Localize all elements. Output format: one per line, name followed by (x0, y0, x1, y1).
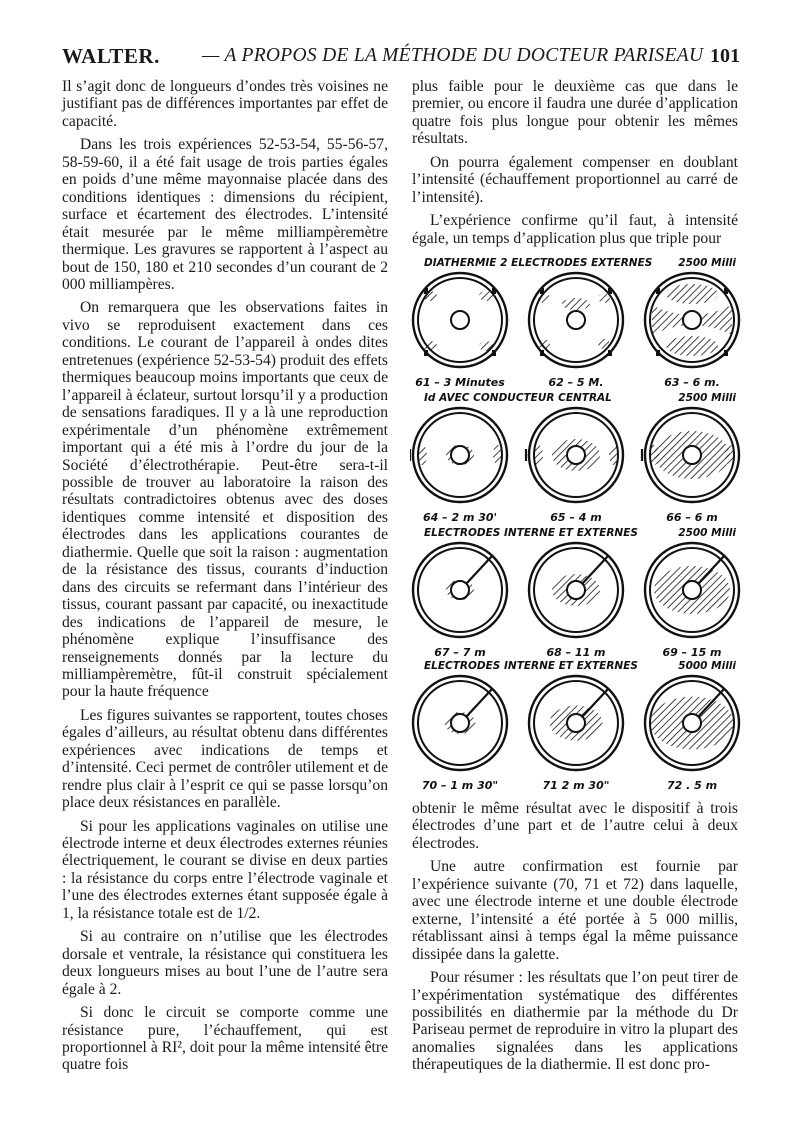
electrode-tab (656, 288, 660, 294)
electrode-tab (608, 350, 612, 356)
heat-zone (417, 445, 427, 465)
heat-zone (538, 293, 550, 303)
central-electrode (567, 446, 585, 464)
figure-row-current: 5000 Milli (678, 660, 736, 672)
electrode-tab (724, 350, 728, 356)
electrode-tab (540, 350, 544, 356)
experiment-diagram (529, 543, 623, 637)
electrode-lead (466, 689, 492, 717)
diagram-label: 67 – 7 m (434, 646, 486, 659)
figure-row-current: 2500 Milli (678, 527, 736, 539)
heat-zone (666, 284, 718, 304)
heat-zone (649, 445, 659, 465)
central-electrode (451, 311, 469, 329)
header-title: — A PROPOS DE LA MÉTHODE DU DOCTEUR PARISEAU (202, 45, 704, 66)
electrode-tab (608, 288, 612, 294)
right-column-bottom (412, 800, 738, 1080)
diagram-label: 61 – 3 Minutes (415, 376, 505, 389)
diagram-label: 72 . 5 m (666, 779, 718, 792)
left-column (62, 78, 388, 1080)
experiment-diagram (413, 543, 507, 637)
heat-zone (479, 341, 493, 351)
electrode-tab (424, 288, 428, 294)
heat-zone (609, 445, 619, 465)
heat-zone (598, 293, 610, 303)
electrode-lead (582, 556, 608, 584)
experiment-diagram (410, 408, 507, 502)
diagram-label: 63 – 6 m. (664, 376, 720, 389)
diagram-label: 66 – 6 m (666, 511, 718, 524)
paragraph: Si donc le circuit se comporte comme une résistance pure, l’échauffement, qui est proportionnel à RI², doit pour la même intensité être quatre fois (62, 1004, 388, 1074)
paragraph: Les figures suivantes se rapportent, toutes choses égales d’ailleurs, au résultat obtenu dans différentes expériences avec indications de temps et d’intensité. Ceci permet de contrôler utilement et de rendre plus clair à l’esprit ce qui se passe lorsqu’on place deux résistances en parallèle. (62, 706, 388, 812)
heat-zone (725, 445, 735, 465)
heat-zone (533, 445, 543, 465)
experiment-diagram (645, 273, 739, 367)
paragraph: Si pour les applications vaginales on utilise une électrode interne et deux électrodes externes réunies électriquement, le courant se divise en deux parties : la résistance du corps entre l’électrode vaginale et l’une des électrodes externes étant supposée égale à 1, la résistance totale est de 1/2. (62, 817, 388, 922)
figure-drawing (410, 250, 742, 795)
heat-zone (493, 445, 503, 465)
paragraph: Pour résumer : les résultats que l’on peut tirer de l’expérimentation systématique des différentes possibilités en diathermie par la méthode du Dr Pariseau permet de reproduire in vitro la plupart des anomalies signalées dans les applications thérapeutiques de la diathermie. Il est donc pro- (412, 969, 738, 1074)
experiment-diagram (526, 408, 623, 502)
paragraph: Dans les trois expériences 52-53-54, 55-56-57, 58-59-60, il a été fait usage de trois parties égales en poids d’une même mayonnaise placée dans des conditions identiques : dimensions du récipient, surface et écartement des électrodes. L’intensité était mesurée par le même milliampèremètre thermique. Les gravures se rapportent à l’aspect au bout de 150, 180 et 210 secondes d’un courant de 2 000 milliampères. (62, 136, 388, 293)
electrode-tab (540, 288, 544, 294)
right-column-top (412, 78, 738, 253)
experiment-figure (410, 250, 742, 795)
paragraph: obtenir le même résultat avec le dispositif à trois électrodes d’une part et de l’autre celui à deux électrodes. (412, 800, 738, 852)
heat-zone (598, 339, 610, 349)
experiment-diagram (413, 676, 507, 770)
heat-zone (666, 336, 718, 356)
page-number: 101 (710, 45, 740, 67)
paragraph: On pourra également compenser en doublant l’intensité (échauffement proportionnel au carré de l’intensité). (412, 153, 738, 206)
header-author: WALTER. (62, 44, 160, 68)
electrode-tab (724, 288, 728, 294)
experiment-diagram (529, 273, 623, 367)
experiment-diagram (645, 543, 739, 637)
figure-row-current: 2500 Milli (678, 392, 736, 404)
heat-zone (562, 298, 590, 310)
diagram-label: 62 – 5 M. (548, 376, 604, 389)
experiment-diagram (413, 273, 507, 367)
heat-zone (479, 291, 493, 301)
diagram-label: 71 2 m 30" (542, 779, 610, 792)
experiment-diagram (642, 408, 739, 502)
paragraph: On remarquera que les observations faites in vivo se reproduisent exactement dans ces conditions. Le courant de l’appareil à ondes dites entretenues (expérience 52-53-54) produit des effets thermiques beaucoup moins importants que ceux de l’appareil à éclateur, surtout lorsqu’il y a production de sensations faradiques. Il y a là une reproduction expérimentale d’un phénomène extrêmement important qui a été mis à l’ordre du jour de la Société d’électrothérapie. Peut-être sera-t-il possible de trouver au laboratoire la raison des résultats contradictoires obtenus avec des doses identiques comme intensité et disposition des électrodes dans les applications courantes de diathermie. Quelle que soit la raison : augmentation de la résistance des tissus, courants d’induction dans des circuits se refermant dans l’intérieur des tissus, courant passant par capacité, ou inexactitude des indications de l’appareil de mesure, le phénomène explique l’insuffisance des renseignements donnés par la lecture du milliampèremètre, fût-il construit spécialement pour la haute fréquence (62, 299, 388, 701)
paragraph: L’expérience confirme qu’il faut, à intensité égale, un temps d’application plus que triple pour (412, 212, 738, 247)
central-electrode (683, 446, 701, 464)
electrode-tab (492, 350, 496, 356)
figure-row-title: ELECTRODES INTERNE ET EXTERNES (424, 527, 638, 539)
diagram-label: 69 – 15 m (662, 646, 722, 659)
electrode-tab (424, 350, 428, 356)
heat-zone (423, 341, 437, 351)
figure-row-current: 2500 Milli (678, 257, 736, 269)
figure-row-title: DIATHERMIE 2 ELECTRODES EXTERNES (424, 257, 653, 269)
electrode-tab (656, 350, 660, 356)
paragraph: plus faible pour le deuxième cas que dans le premier, ou encore il faudra une durée d’application quatre fois plus longue pour obtenir les mêmes résultats. (412, 78, 738, 148)
central-electrode (451, 446, 469, 464)
experiment-diagram (645, 676, 739, 770)
page-header (62, 44, 740, 72)
paragraph: Une autre confirmation est fournie par l’expérience suivante (70, 71 et 72) dans laquelle, avec une électrode interne et une double électrode externe, l’intensité a été portée à 5 000 millis, rétablissant ainsi à temps égal la même puissance dissipée dans la galette. (412, 858, 738, 963)
diagram-label: 70 – 1 m 30" (421, 779, 499, 792)
electrode-lead (466, 556, 492, 584)
diagram-label: 65 – 4 m (550, 511, 602, 524)
paragraph: Si au contraire on n’utilise que les électrodes dorsale et ventrale, la résistance qui constituera les deux longueurs mises au bout l’une de l’autre sera égale à 2. (62, 928, 388, 998)
central-electrode (567, 311, 585, 329)
diagram-label: 64 – 2 m 30' (423, 511, 497, 524)
figure-row-title: Id AVEC CONDUCTEUR CENTRAL (424, 392, 612, 404)
diagram-label: 68 – 11 m (546, 646, 606, 659)
heat-zone (538, 339, 550, 349)
figure-row-title: ELECTRODES INTERNE ET EXTERNES (424, 660, 638, 672)
paragraph: Il s’agit donc de longueurs d’ondes très voisines ne justifiant pas de différences importantes par effet de capacité. (62, 78, 388, 130)
central-electrode (683, 311, 701, 329)
electrode-tab (492, 288, 496, 294)
experiment-diagram (529, 676, 623, 770)
